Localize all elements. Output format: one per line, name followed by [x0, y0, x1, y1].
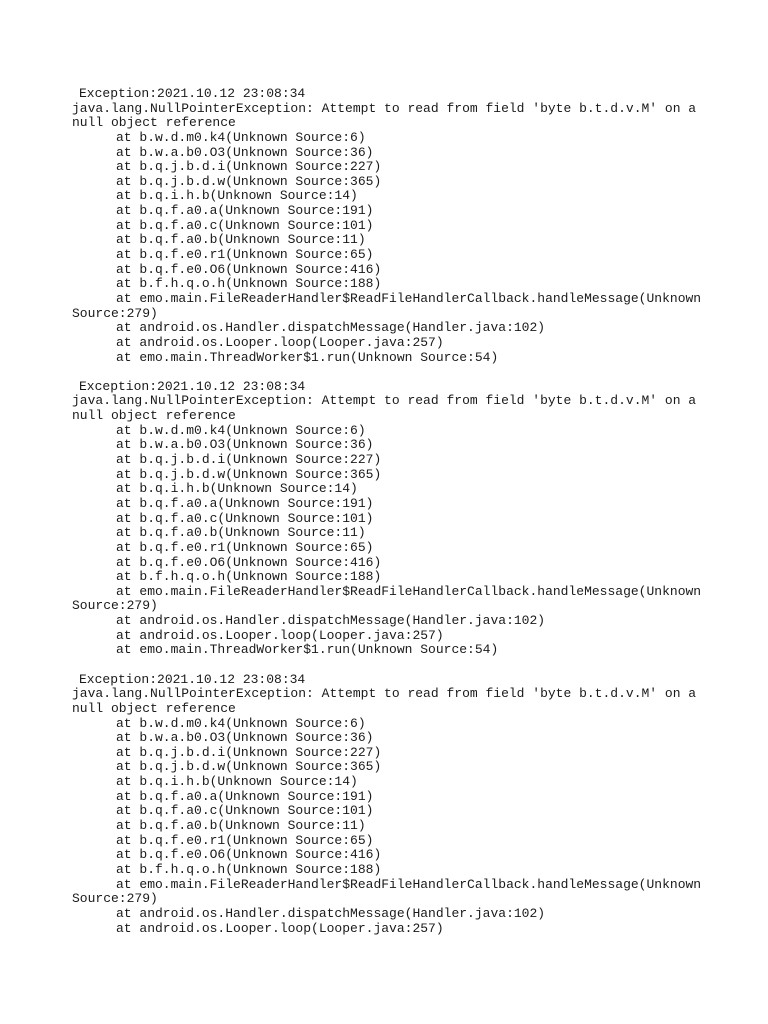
stack-frame: at b.q.j.b.d.i(Unknown Source:227): [116, 452, 382, 468]
stack-frame: at b.w.a.b0.O3(Unknown Source:36): [116, 437, 374, 453]
stack-frame: at b.f.h.q.o.h(Unknown Source:188): [116, 861, 382, 877]
stack-frame: at b.q.i.h.b(Unknown Source:14): [116, 481, 358, 497]
stack-frame-wrap: Source:279): [72, 598, 158, 614]
stack-frame: at b.f.h.q.o.h(Unknown Source:188): [116, 276, 382, 292]
stack-frame: at emo.main.ThreadWorker$1.run(Unknown Source:54): [116, 642, 499, 658]
exception-message-line: java.lang.NullPointerException: Attempt to read from field 'byte b.t.d.v.M' on a: [72, 100, 697, 116]
stack-frame: at android.os.Handler.dispatchMessage(Handler.java:102): [116, 320, 546, 336]
stack-frame: at b.q.f.a0.c(Unknown Source:101): [116, 510, 374, 526]
stack-frame: at b.q.j.b.d.i(Unknown Source:227): [116, 744, 382, 760]
stack-frame: at b.q.f.e0.O6(Unknown Source:416): [116, 554, 382, 570]
exception-block: [72, 86, 702, 365]
stack-frame: at android.os.Looper.loop(Looper.java:257): [116, 627, 444, 643]
stack-frame: at b.f.h.q.o.h(Unknown Source:188): [116, 569, 382, 585]
exception-message-line: java.lang.NullPointerException: Attempt to read from field 'byte b.t.d.v.M' on a: [72, 393, 697, 409]
stack-frame: at b.q.f.e0.r1(Unknown Source:65): [116, 539, 374, 555]
stack-frame: at b.q.f.e0.r1(Unknown Source:65): [116, 247, 374, 263]
stack-frame: at android.os.Handler.dispatchMessage(Handler.java:102): [116, 905, 546, 921]
stack-frame: at emo.main.ThreadWorker$1.run(Unknown Source:54): [116, 349, 499, 365]
stack-frame-wrap: Source:279): [72, 305, 158, 321]
stack-frame: at b.q.f.a0.c(Unknown Source:101): [116, 217, 374, 233]
stack-frame: at b.w.a.b0.O3(Unknown Source:36): [116, 730, 374, 746]
exception-header: Exception:2021.10.12 23:08:34: [79, 378, 306, 394]
stack-frame: at b.q.f.a0.a(Unknown Source:191): [116, 495, 374, 511]
exception-header: Exception:2021.10.12 23:08:34: [79, 671, 306, 687]
exception-message-line: java.lang.NullPointerException: Attempt to read from field 'byte b.t.d.v.M' on a: [72, 686, 697, 702]
stack-frame: at emo.main.FileReaderHandler$ReadFileHandlerCallback.handleMessage(Unknown: [116, 583, 702, 599]
stack-frame: at emo.main.FileReaderHandler$ReadFileHandlerCallback.handleMessage(Unknown: [116, 876, 702, 892]
exception-block: [72, 671, 702, 937]
stack-trace-document: [72, 86, 702, 951]
stack-frame: at b.q.f.a0.a(Unknown Source:191): [116, 788, 374, 804]
stack-frame: at b.q.j.b.d.w(Unknown Source:365): [116, 173, 382, 189]
stack-frame: at b.q.j.b.d.w(Unknown Source:365): [116, 759, 382, 775]
stack-frame: at android.os.Looper.loop(Looper.java:257): [116, 334, 444, 350]
stack-frame: at b.q.f.e0.O6(Unknown Source:416): [116, 847, 382, 863]
stack-frame: at b.q.i.h.b(Unknown Source:14): [116, 774, 358, 790]
stack-frame: at b.q.f.a0.b(Unknown Source:11): [116, 232, 366, 248]
stack-frame: at b.w.a.b0.O3(Unknown Source:36): [116, 144, 374, 160]
stack-frame: at b.q.i.h.b(Unknown Source:14): [116, 188, 358, 204]
stack-frame: at b.w.d.m0.k4(Unknown Source:6): [116, 129, 366, 145]
exception-message-line: null object reference: [72, 700, 236, 716]
stack-frame: at b.w.d.m0.k4(Unknown Source:6): [116, 715, 366, 731]
stack-frame-wrap: Source:279): [72, 891, 158, 907]
stack-frame: at emo.main.FileReaderHandler$ReadFileHandlerCallback.handleMessage(Unknown: [116, 290, 702, 306]
exception-header: Exception:2021.10.12 23:08:34: [79, 86, 306, 101]
stack-frame: at b.q.j.b.d.w(Unknown Source:365): [116, 466, 382, 482]
stack-frame: at android.os.Looper.loop(Looper.java:257): [116, 920, 444, 936]
stack-frame: at b.q.f.a0.c(Unknown Source:101): [116, 803, 374, 819]
stack-frame: at b.q.f.a0.b(Unknown Source:11): [116, 525, 366, 541]
stack-frame: at b.q.f.a0.a(Unknown Source:191): [116, 203, 374, 219]
stack-frame: at android.os.Handler.dispatchMessage(Handler.java:102): [116, 613, 546, 629]
stack-frame: at b.q.f.e0.r1(Unknown Source:65): [116, 832, 374, 848]
stack-frame: at b.w.d.m0.k4(Unknown Source:6): [116, 422, 366, 438]
stack-frame: at b.q.f.e0.O6(Unknown Source:416): [116, 261, 382, 277]
exception-message-line: null object reference: [72, 408, 236, 424]
exception-block: [72, 378, 702, 658]
stack-frame: at b.q.f.a0.b(Unknown Source:11): [116, 818, 366, 834]
exception-message-line: null object reference: [72, 115, 236, 131]
stack-frame: at b.q.j.b.d.i(Unknown Source:227): [116, 159, 382, 175]
